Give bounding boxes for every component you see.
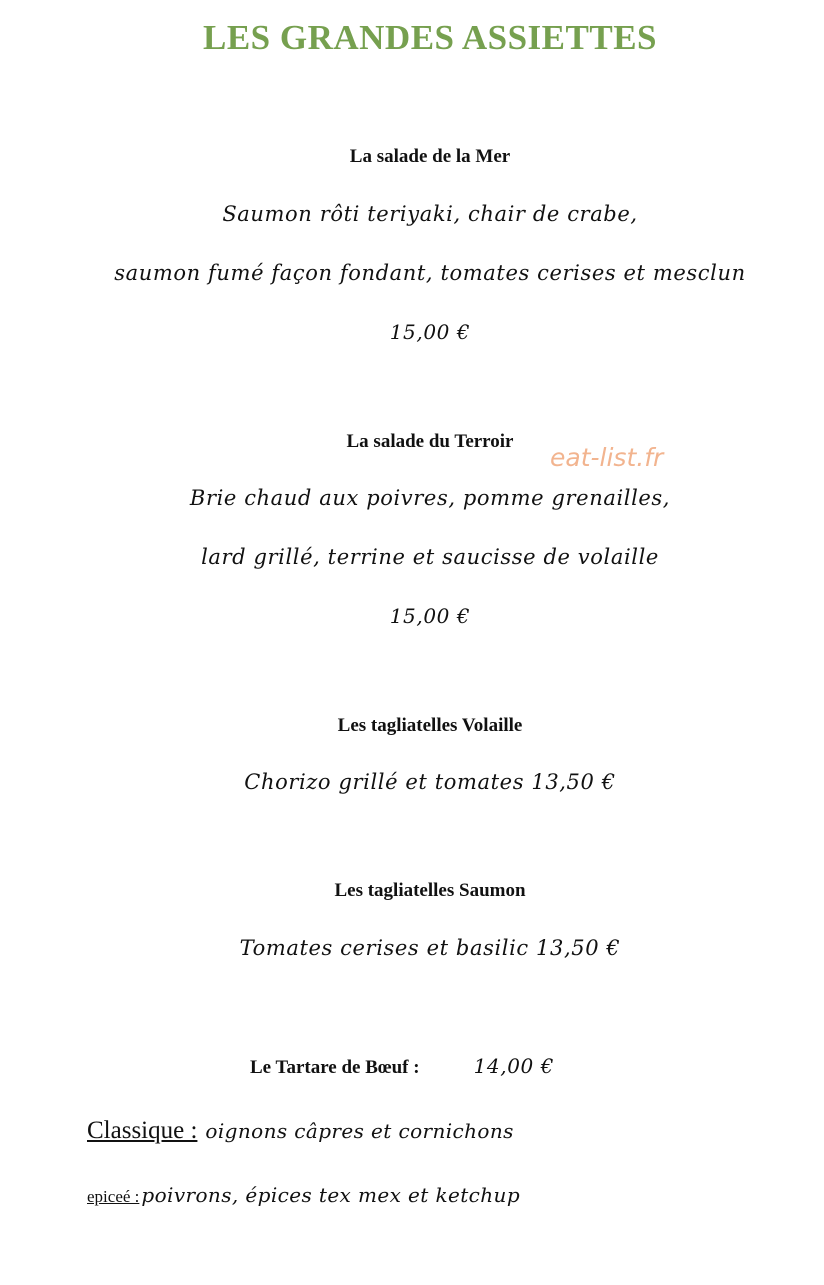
option-text: oignons câpres et cornichons bbox=[205, 1119, 514, 1143]
dish-price: 15,00 € bbox=[389, 320, 471, 344]
tartare-heading bbox=[250, 1054, 554, 1079]
dish-name-tartare: Le Tartare de Bœuf : bbox=[250, 1057, 420, 1078]
dish-price: 15,00 € bbox=[389, 604, 471, 628]
dish-name-tagliatelles-saumon: Les tagliatelles Saumon bbox=[334, 880, 526, 901]
dish-description-line: lard grillé, terrine et saucisse de volaille bbox=[201, 545, 659, 569]
dish-name-tagliatelles-volaille: Les tagliatelles Volaille bbox=[337, 715, 523, 736]
tartare-option-epicee bbox=[87, 1183, 520, 1207]
dish-name-salade-mer: La salade de la Mer bbox=[349, 146, 511, 167]
dish-name-salade-terroir: La salade du Terroir bbox=[346, 431, 514, 452]
tartare-option-classique bbox=[87, 1117, 514, 1145]
option-label: epiceé : bbox=[87, 1187, 140, 1206]
menu-title: LES GRANDES ASSIETTES bbox=[202, 18, 658, 57]
option-label: Classique : bbox=[87, 1117, 198, 1144]
dish-description-line: Brie chaud aux poivres, pomme grenailles, bbox=[189, 486, 671, 510]
dish-description-line: Saumon rôti teriyaki, chair de crabe, bbox=[222, 202, 638, 226]
option-text: poivrons, épices tex mex et ketchup bbox=[141, 1183, 521, 1207]
dish-description-line: Chorizo grillé et tomates 13,50 € bbox=[244, 770, 616, 794]
watermark-logo: eat-list.fr bbox=[550, 443, 664, 472]
dish-description-line: Tomates cerises et basilic 13,50 € bbox=[239, 936, 621, 960]
dish-price: 14,00 € bbox=[473, 1054, 555, 1078]
dish-description-line: saumon fumé façon fondant, tomates cerises et mesclun bbox=[114, 261, 746, 285]
